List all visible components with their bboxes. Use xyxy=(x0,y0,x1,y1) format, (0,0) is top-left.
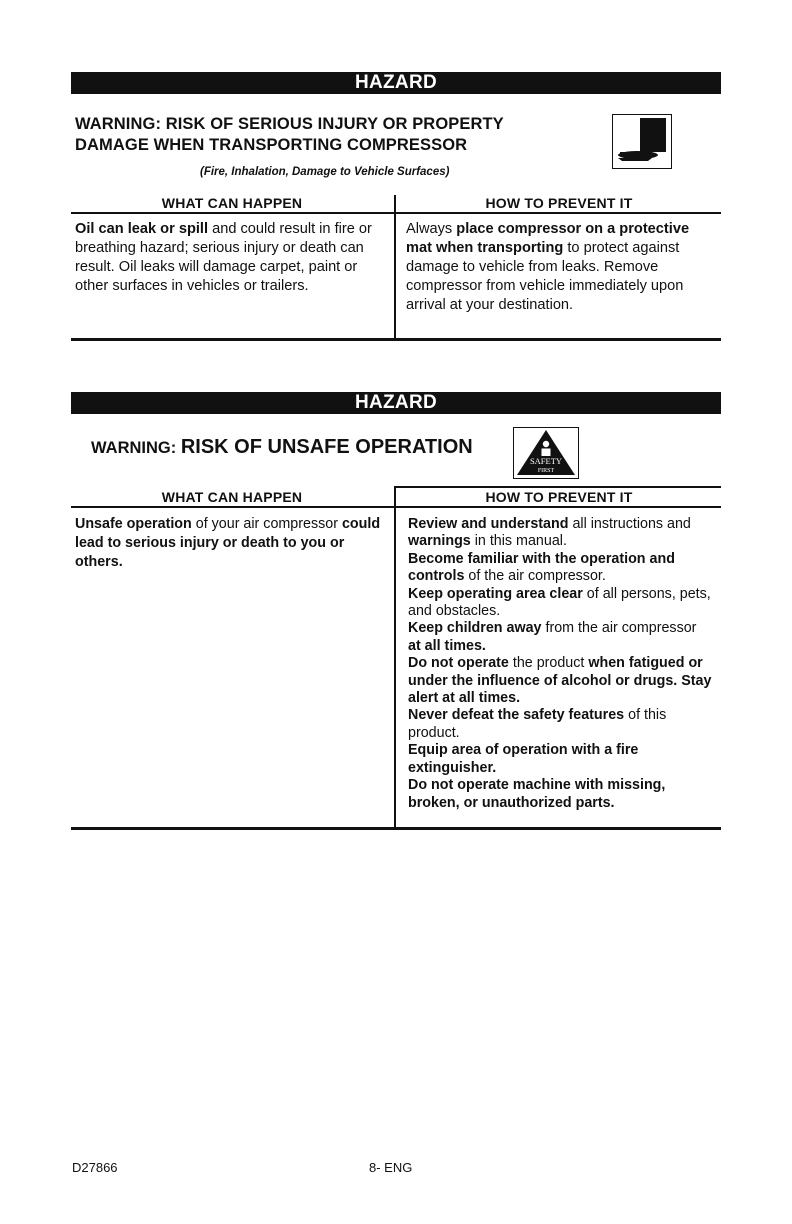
unsafe-op-bold2: could lead to serious injury or death to you or others. xyxy=(75,516,381,570)
what-can-happen-cell-1 xyxy=(75,220,385,296)
prevent-bold: place compressor on a protective mat when transporting xyxy=(406,221,690,256)
table-rule-top-2b xyxy=(71,506,721,508)
hazard-table-2 xyxy=(71,486,721,831)
table-rule-top-1 xyxy=(71,212,721,214)
table-divider-1 xyxy=(394,195,396,340)
oil-leak-bold: Oil can leak or spill xyxy=(75,221,209,237)
unsafe-op-bold: Unsafe operation xyxy=(75,516,192,532)
safety-icon-text-2: FIRST xyxy=(537,468,555,474)
prevent-item: Never defeat the safety features of this product. xyxy=(408,707,667,741)
col-head-what-1: WHAT CAN HAPPEN xyxy=(161,195,303,211)
prevent-item: Do not operate the product when fatigued or under the influence of alcohol or drugs. Stay alert at all times. xyxy=(408,655,712,707)
how-to-prevent-cell-1 xyxy=(406,220,711,315)
warning-main-2: RISK OF UNSAFE OPERATION xyxy=(180,436,473,458)
hazard-banner-2: HAZARD xyxy=(71,392,721,414)
warning-prefix-2: WARNING: xyxy=(91,439,181,457)
col-head-what-2: WHAT CAN HAPPEN xyxy=(161,489,303,505)
hazard-table-1 xyxy=(71,195,721,341)
table-rule-top-2a xyxy=(396,486,721,488)
table-rule-bottom-2 xyxy=(71,827,721,830)
prevent-item: Become familiar with the operation and controls of the air compressor. xyxy=(408,550,675,585)
prevent-item: Keep operating area clear of all persons, pets, and obstacles. xyxy=(408,585,711,620)
warning-line-2: DAMAGE WHEN TRANSPORTING COMPRESSOR xyxy=(75,136,468,154)
prevent-item: Keep children away from the air compressor at all times. xyxy=(408,620,697,654)
col-head-how-2: HOW TO PREVENT IT xyxy=(485,489,633,505)
unsafe-op-text: of your air compressor xyxy=(191,516,342,532)
warning-title-1 xyxy=(75,114,504,156)
prevent-text: to protect against damage to vehicle from leaks. Remove compressor from vehicle immediately upon arrival at your destination. xyxy=(406,240,684,313)
model-number: D27866 xyxy=(72,1160,118,1175)
how-to-prevent-cell-2 xyxy=(408,516,713,812)
warning-title-2 xyxy=(91,435,473,461)
page-number: 8- ENG xyxy=(369,1160,413,1175)
hazard-banner-1: HAZARD xyxy=(71,72,721,94)
table-rule-bottom-1 xyxy=(71,338,721,341)
prevent-item: Equip area of operation with a fire extinguisher. xyxy=(408,742,639,776)
oil-leak-text: and could result in fire or breathing hazard; serious injury or death can result. Oil leaks will damage carpet, paint or other surfaces in vehicles or trailers. xyxy=(75,221,372,294)
prevent-pre: Always xyxy=(406,221,457,237)
safety-icon-text-1: SAFETY xyxy=(529,456,563,466)
prevent-item: Review and understand all instructions and warnings in this manual. xyxy=(408,516,691,550)
compressor-on-mat-icon xyxy=(612,114,672,169)
hazard-subtitle-1: (Fire, Inhalation, Damage to Vehicle Surfaces) xyxy=(200,166,450,178)
table-divider-2 xyxy=(394,486,396,829)
col-head-how-1: HOW TO PREVENT IT xyxy=(485,195,633,211)
safety-first-icon xyxy=(513,427,579,479)
what-can-happen-cell-2 xyxy=(75,515,385,572)
warning-line-1: WARNING: RISK OF SERIOUS INJURY OR PROPERTY xyxy=(75,115,504,133)
prevent-item: Do not operate machine with missing, broken, or unauthorized parts. xyxy=(408,777,666,811)
